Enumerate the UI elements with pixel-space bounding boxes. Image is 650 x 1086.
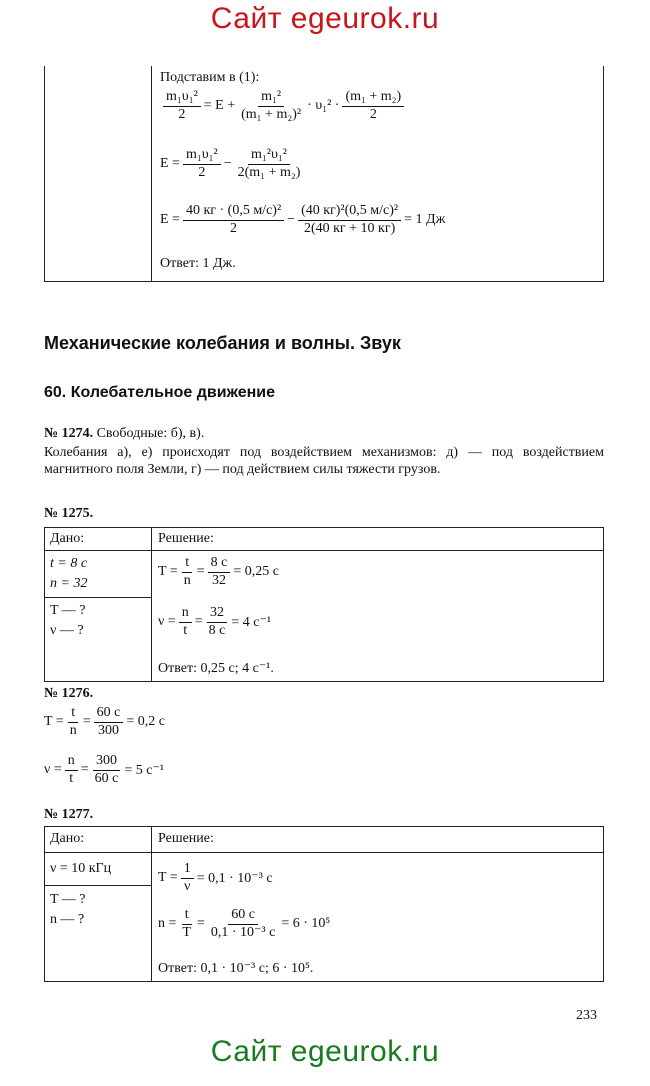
frac-num: 60 с xyxy=(94,706,124,723)
eq-lhs: T = xyxy=(158,564,178,580)
frac-num: 40 кг · (0,5 м/с)² xyxy=(183,204,284,221)
eq-result: = 5 с⁻¹ xyxy=(124,762,165,778)
solution-header: Решение: xyxy=(158,531,214,546)
equation-frequency-1276 xyxy=(44,754,164,786)
frac-den: 0,1 · 10⁻³ с xyxy=(210,924,276,940)
given-find-line xyxy=(44,597,151,598)
eq-text: = xyxy=(82,714,91,730)
frac-den: 2(m₁ + m₂) xyxy=(237,164,301,180)
eq-lhs: ν = xyxy=(158,614,176,630)
frac-den: 2 xyxy=(178,106,186,122)
find-value: T — ? xyxy=(50,603,86,618)
frac-den: 300 xyxy=(97,722,119,738)
problem-1277-number: № 1277. xyxy=(44,807,94,822)
equation-period-1277 xyxy=(158,862,273,894)
find-value: ν — ? xyxy=(50,623,84,638)
table-header-line xyxy=(44,550,604,551)
frac-num: 300 xyxy=(93,754,120,771)
frac-num: n xyxy=(179,606,192,623)
frac-den: n xyxy=(69,722,77,738)
eq-lhs: E = xyxy=(160,212,180,228)
frac-den: 2 xyxy=(230,220,238,236)
eq-text: = xyxy=(196,564,205,580)
eq-text: = xyxy=(80,762,89,778)
answer-1275: Ответ: 0,25 с; 4 с⁻¹. xyxy=(158,661,274,676)
equation-energy-1 xyxy=(160,90,407,122)
frac-num: t xyxy=(182,908,192,925)
given-value: n = 32 xyxy=(50,576,88,591)
frac-den: ν xyxy=(184,878,191,894)
frac-num: (m₁ + m₂) xyxy=(342,90,404,107)
frac-num: m₁υ₁² xyxy=(163,90,201,107)
eq-lhs: E = xyxy=(160,156,180,172)
solution-header: Решение: xyxy=(158,831,214,846)
frac-num: 32 xyxy=(207,606,227,623)
frac-num: (40 кг)²(0,5 м/с)² xyxy=(298,204,401,221)
frac-num: t xyxy=(182,556,192,573)
equation-energy-2 xyxy=(160,148,306,180)
eq-lhs: T = xyxy=(158,870,178,886)
frac-den: T xyxy=(182,924,191,940)
answer-1277: Ответ: 0,1 · 10⁻³ с; 6 · 10⁵. xyxy=(158,961,314,976)
problem-1276-number: № 1276. xyxy=(44,686,94,701)
frac-num: m₁υ₁² xyxy=(183,148,221,165)
equation-energy-3 xyxy=(160,204,445,236)
eq-text: − xyxy=(223,156,232,172)
column-divider xyxy=(151,66,152,282)
problem-1275-number: № 1275. xyxy=(44,506,94,521)
frac-den: 2 xyxy=(369,106,377,122)
given-header: Дано: xyxy=(50,531,85,546)
eq-result: = 0,2 с xyxy=(126,714,165,730)
table-divider xyxy=(151,826,152,982)
eq-lhs: n = xyxy=(158,916,177,932)
eq-text: = xyxy=(194,614,203,630)
frac-den: n xyxy=(183,572,191,588)
eq-text: = E + xyxy=(203,98,236,114)
site-watermark-top: Сайт egeurok.ru xyxy=(210,2,440,35)
equation-frequency xyxy=(158,606,271,638)
frac-den: 32 xyxy=(211,572,226,588)
given-header: Дано: xyxy=(50,831,85,846)
frac-num: 60 с xyxy=(228,908,258,925)
frac-den: 60 с xyxy=(94,770,119,786)
equation-count-1277 xyxy=(158,908,330,940)
frac-den: t xyxy=(183,622,188,638)
find-value: T — ? xyxy=(50,892,86,907)
frac-num: 1 xyxy=(181,862,194,879)
eq-text: · υ₁² · xyxy=(307,98,340,114)
frac-den: 8 с xyxy=(208,622,226,638)
equation-period-1276 xyxy=(44,706,165,738)
frac-num: 8 с xyxy=(208,556,231,573)
intro-text: Подставим в (1): xyxy=(160,70,260,85)
table-1277 xyxy=(44,826,604,982)
frac-den: t xyxy=(69,770,74,786)
problem-text: Свободные: б), в). xyxy=(96,426,205,441)
site-watermark-bottom: Сайт egeurok.ru xyxy=(210,1035,440,1068)
eq-lhs: ν = xyxy=(44,762,62,778)
frac-num: t xyxy=(68,706,78,723)
equation-period xyxy=(158,556,279,588)
table-header-line xyxy=(44,852,604,853)
given-find-line xyxy=(44,885,151,886)
frac-den: 2 xyxy=(198,164,206,180)
eq-result: = 1 Дж xyxy=(404,212,446,228)
problem-1274-text: Колебания а), е) происходят под воздействием механизмов: д) — под воздействием магнитного поля Земли, г) — под действием силы тяжести грузов. xyxy=(44,445,604,477)
eq-result: = 0,25 с xyxy=(233,564,279,580)
given-value: t = 8 с xyxy=(50,556,88,571)
find-value: n — ? xyxy=(50,912,85,927)
frac-num: m₁² xyxy=(258,90,284,107)
frac-den: 2(40 кг + 10 кг) xyxy=(303,220,396,236)
answer-top: Ответ: 1 Дж. xyxy=(160,256,236,271)
frac-num: n xyxy=(65,754,78,771)
eq-lhs: T = xyxy=(44,714,64,730)
eq-result: = 4 с⁻¹ xyxy=(231,614,272,630)
problem-1274-line1 xyxy=(44,426,204,442)
page-number: 233 xyxy=(576,1008,597,1023)
subsection-title: 60. Колебательное движение xyxy=(44,384,276,401)
eq-text: = xyxy=(196,916,205,932)
eq-text: − xyxy=(287,212,296,228)
eq-result: = 6 · 10⁵ xyxy=(281,916,331,932)
frac-num: m₁²υ₁² xyxy=(248,148,290,165)
given-value: ν = 10 кГц xyxy=(50,861,112,876)
problem-number: № 1274. xyxy=(44,426,94,441)
frac-den: (m₁ + m₂)² xyxy=(241,106,302,122)
section-title: Механические колебания и волны. Звук xyxy=(44,333,401,353)
eq-result: = 0,1 · 10⁻³ с xyxy=(196,870,273,886)
